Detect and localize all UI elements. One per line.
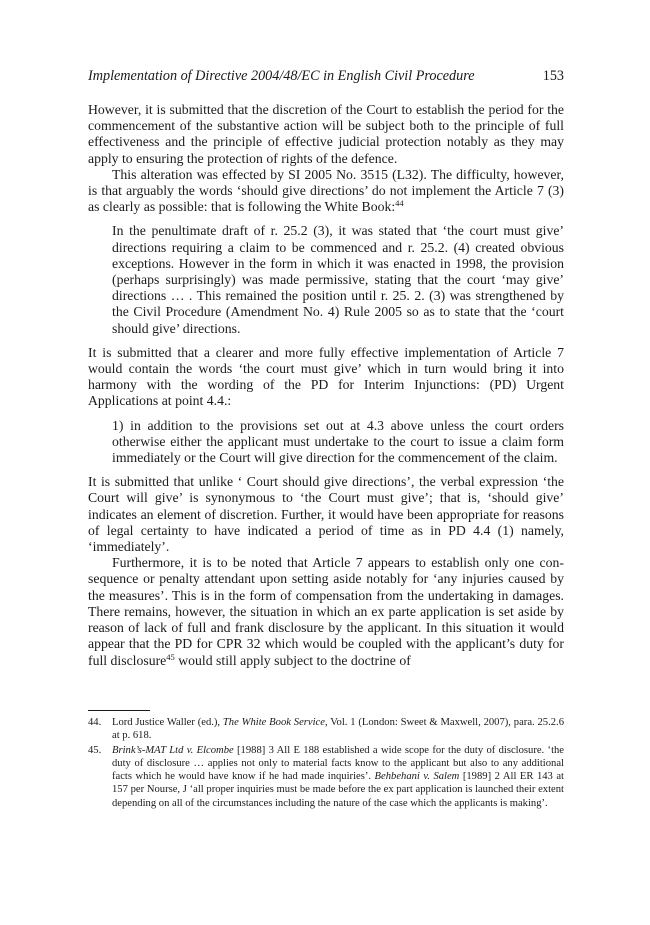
footnote-ref-45[interactable]: 45 [166, 651, 175, 662]
footnote-number: 44. [88, 717, 102, 728]
footnote-45-case-2: Behbehani v. Salem [374, 771, 460, 783]
paragraph-4: It is submitted that unlike ‘ Court should give directions’, the verbal expression ‘the Court will give’ is synonymous to ‘the Court must give’; that is, ‘should give’ indicates an element of discretion. Further, it would have been appropriate for reasons of legal certainty to have indicated a period of time as in PD 4.4 (1) namely, ‘immediately’. [88, 474, 564, 555]
paragraph-5-end: would still apply subject to the doctrine of [174, 652, 411, 668]
running-title: Implementation of Directive 2004/48/EC in English Civil Procedure [88, 68, 475, 84]
paragraph-1: However, it is submitted that the discretion of the Court to establish the period for the commencement of the substantive action will be subject both to the principle of full effectiveness and the principle of effective judicial protection notably as they may apply to ensuring the protection of rights of the defence. [88, 102, 564, 166]
block-quote-1-text: In the penultimate draft of r. 25.2 (3), it was stated that ‘the court must give’ directions requiring a claim to be commenced and r. 25.2. (4) created obvious exceptions. However in the form in which it was enacted in 1998, the provision (perhaps surprisingly) was made permissive, stating that the court ‘may give’ directions … . This remained the position until r. 25. 2. (3) was strengthened by the Civil Procedure (Amendment No. 4) Rule 2005 so as to state that the ‘court should give’ directions. [112, 223, 564, 336]
footnote-45-text-d: [1989] 2 All ER 143 at 157 per Nourse, J ‘all proper inquiries must be made before the ex part application is launched their extent depending on all of the circumstances including the nature of the case which the applicants is making’. [112, 771, 565, 809]
footnote-44-text-c: , Vol. 1 (London: Sweet & Maxwell, 2007), para. 25.2.6 at p. 618. [112, 717, 564, 742]
block-quote-1 [112, 223, 564, 336]
footnote-45 [88, 744, 564, 809]
footnote-ref-44[interactable]: 44 [395, 198, 404, 209]
footnote-44-text-a: Lord Justice Waller (ed.), [112, 717, 223, 728]
footnote-45-case-1: Brink’s-MAT Ltd v. Elcombe [112, 745, 234, 757]
paragraph-3: It is submitted that a clearer and more fully effective implementation of Article 7 would contain the words ‘the court must give’ which in turn would bring it into harmony with the wording of the PD for Interim Injunctions: (PD) Urgent Applications at point 4.4.: [88, 344, 564, 409]
page-number: 153 [542, 68, 564, 84]
footnote-number: 45. [88, 745, 102, 757]
footnote-45-text-b: [1988] 3 All E 188 established a wide scope for the duty of disclosure. ‘the duty of disclosure … applies not only to material facts know to the applicant but also to any additional facts which he would have know if he had made inquiries’. [112, 745, 565, 783]
block-quote-2 [112, 418, 564, 467]
paragraph-5-text: Furthermore, it is to be noted that Article 7 appears to establish only one consequence or penalty attendant upon setting aside notably for ‘any injuries caused by the measures’. This is in the form of compensation from the undertaking in damages. There remains, however, the situation in which an ex parte application is set aside by reason of lack of full and frank disclosure by the applicant. In this situation it would appear that the PD for CPR 32 which would be coupled with the applicant’s duty for full disclosure [88, 555, 564, 668]
paragraph-2-text: This alteration was effected by SI 2005 No. 3515 (L32). The difficulty, however, is that arguably the words ‘should give directions’ do not implement the Article 7 (3) as clearly as possible: that is following the White Book: [88, 166, 564, 215]
footnote-separator [88, 710, 150, 711]
footnote-44-book-title: The White Book Service [222, 717, 325, 728]
block-quote-2-text: 1) in addition to the provisions set out at 4.3 above unless the court orders otherwise either the applicant must undertake to the court to issue a claim form immediately or the Court will give direction for the commencement of the claim. [112, 417, 564, 466]
paragraph-2 [88, 167, 564, 216]
running-header [88, 68, 564, 88]
footnote-44 [88, 716, 564, 742]
main-text [88, 102, 564, 669]
paragraph-5 [88, 555, 564, 668]
footnotes [88, 716, 564, 810]
